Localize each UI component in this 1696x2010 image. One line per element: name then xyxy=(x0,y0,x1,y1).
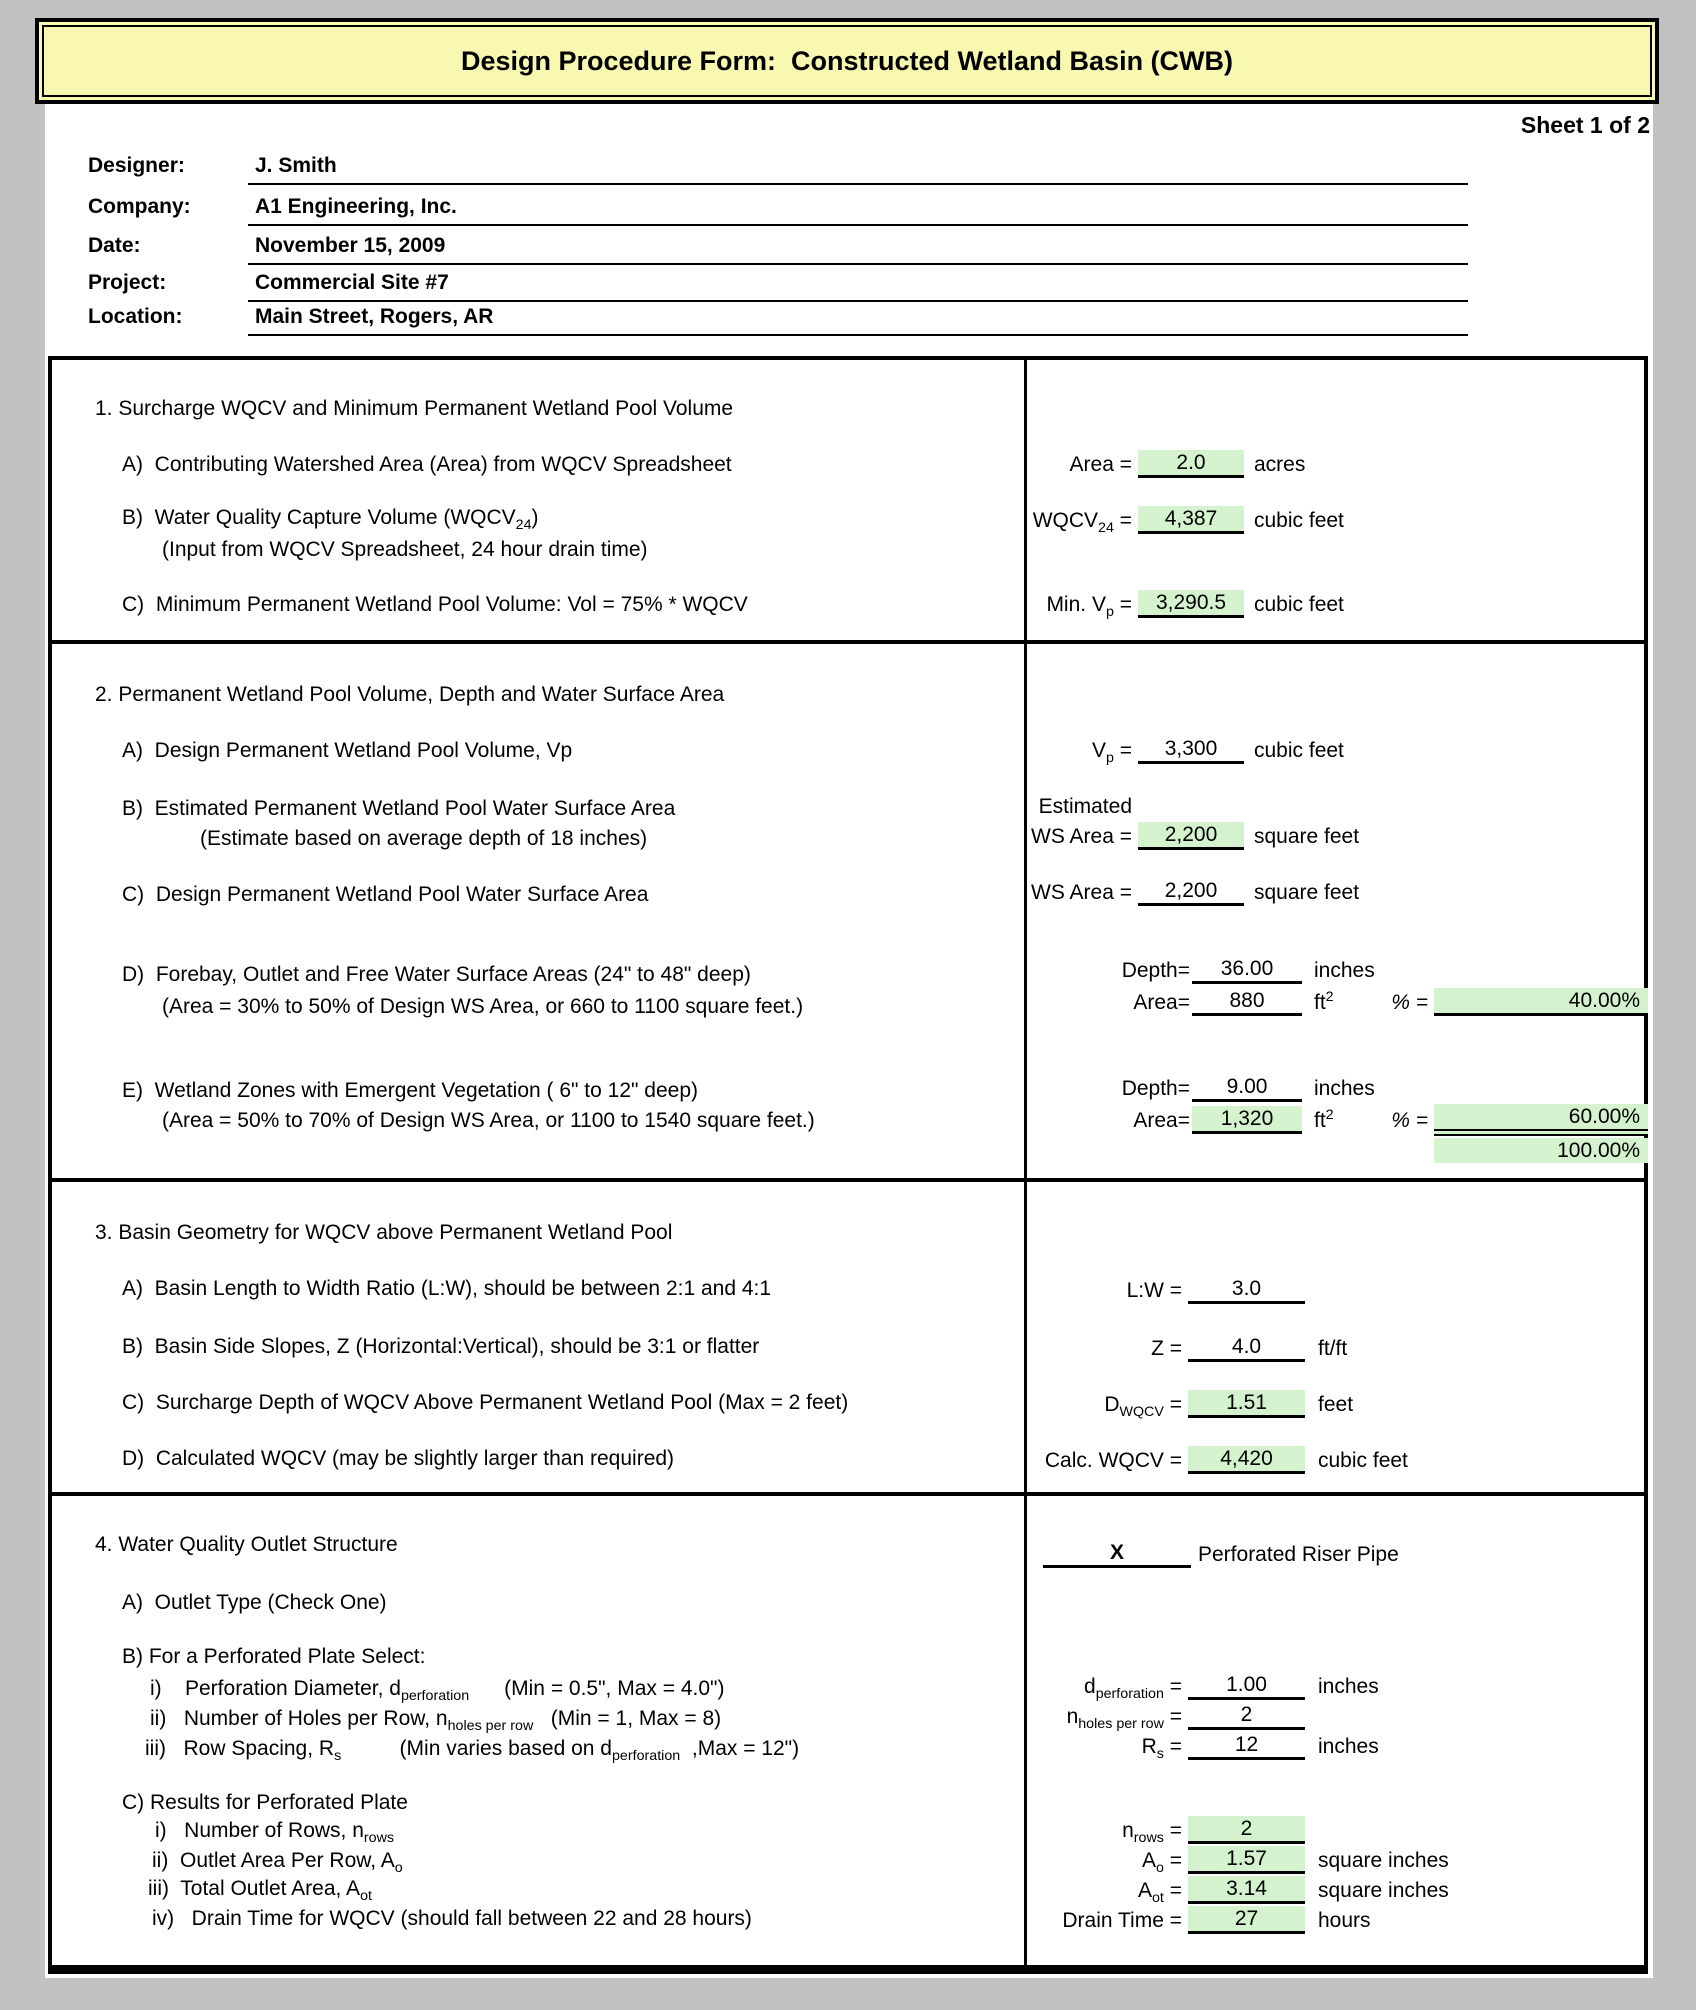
area-label: Area = xyxy=(1069,453,1132,476)
estimated-label: Estimated xyxy=(1038,795,1132,818)
company-underline xyxy=(248,224,1468,226)
dwqcv-value-cell[interactable]: 1.51 xyxy=(1188,1390,1305,1418)
sheet-number-label: Sheet 1 of 2 xyxy=(1520,112,1650,138)
ws-design-value-cell[interactable]: 2,200 xyxy=(1138,878,1244,906)
drain-time-label: Drain Time = xyxy=(1062,1909,1182,1932)
date-value[interactable]: November 15, 2009 xyxy=(255,234,446,257)
wqcv24-label: $WQCV_{24}$ = xyxy=(1032,509,1132,537)
section2-heading: 2. Permanent Wetland Pool Volume, Depth and Water Surface Area xyxy=(95,683,725,706)
forebay-depth-cell[interactable]: 36.00 xyxy=(1192,956,1302,984)
nrows-value-cell[interactable]: 2 xyxy=(1188,1816,1305,1844)
lw-value-cell[interactable]: 3.0 xyxy=(1188,1276,1305,1304)
ws-est-units: square feet xyxy=(1254,825,1360,848)
wetland-area-cell[interactable]: 1,320 xyxy=(1192,1106,1302,1134)
s2-item-e-note: (Area = 50% to 70% of Design WS Area, or 1100 to 1540 square feet.) xyxy=(162,1109,815,1132)
aot-value-cell[interactable]: 3.14 xyxy=(1188,1876,1305,1904)
nholes-value-cell[interactable]: 2 xyxy=(1188,1702,1305,1730)
vp-value-cell[interactable]: 3,300 xyxy=(1138,736,1244,764)
ws-design-units: square feet xyxy=(1254,881,1360,904)
location-value[interactable]: Main Street, Rogers, AR xyxy=(255,305,494,328)
s4-item-b: B) For a Perforated Plate Select: xyxy=(122,1645,426,1668)
wqcv24-value-cell[interactable]: 4,387 xyxy=(1138,506,1244,534)
calc-wqcv-units: cubic feet xyxy=(1318,1449,1408,1472)
wetland-depth-label: Depth= xyxy=(1121,1077,1190,1100)
s2-item-e: E) Wetland Zones with Emergent Vegetation ( 6" to 12" deep) xyxy=(122,1079,699,1102)
s1-item-b-note: (Input from WQCV Spreadsheet, 24 hour drain time) xyxy=(162,538,648,561)
forebay-area-cell[interactable]: 880 xyxy=(1192,988,1302,1016)
drain-time-value-cell[interactable]: 27 xyxy=(1188,1906,1305,1934)
date-label: Date: xyxy=(88,234,141,257)
total-pct-cell: 100.00% xyxy=(1434,1138,1648,1163)
vp-units: cubic feet xyxy=(1254,739,1344,762)
wetland-depth-units: inches xyxy=(1314,1077,1375,1100)
min-vp-value-cell[interactable]: 3,290.5 xyxy=(1138,590,1244,618)
rs-units: inches xyxy=(1318,1735,1379,1758)
dperf-label: $d_{perforation}$ = xyxy=(1084,1675,1182,1703)
s3-item-d: D) Calculated WQCV (may be slightly larger than required) xyxy=(122,1447,675,1470)
s2-item-c: C) Design Permanent Wetland Pool Water Surface Area xyxy=(122,883,649,906)
aot-label: $A_{ot}$ = xyxy=(1137,1879,1182,1907)
wetland-area-label: Area= xyxy=(1133,1109,1190,1132)
section3-heading: 3. Basin Geometry for WQCV above Permanent Wetland Pool xyxy=(95,1221,673,1244)
vertical-divider xyxy=(1024,356,1027,1974)
s4-item-c-i: i) Number of Rows, $n_{rows}$ xyxy=(155,1819,395,1847)
s4-item-b-iii: iii) Row Spacing, $R_s$ (Min varies based on $d_{perforation}$ ,Max = 12") xyxy=(145,1737,800,1765)
location-underline xyxy=(248,334,1468,336)
outlet-type-checkbox[interactable]: X xyxy=(1043,1540,1191,1568)
area-units: acres xyxy=(1254,453,1306,476)
ao-value-cell[interactable]: 1.57 xyxy=(1188,1846,1305,1874)
drain-time-units: hours xyxy=(1318,1909,1371,1932)
min-vp-label: Min. $V_p$ = xyxy=(1046,593,1132,621)
s4-item-b-ii: ii) Number of Holes per Row, $n_{holes per row}$ (Min = 1, Max = 8) xyxy=(150,1707,722,1735)
s2-item-d: D) Forebay, Outlet and Free Water Surface Areas (24" to 48" deep) xyxy=(122,963,751,986)
project-value[interactable]: Commercial Site #7 xyxy=(255,271,449,294)
s4-item-a: A) Outlet Type (Check One) xyxy=(122,1591,387,1614)
dwqcv-label: $D_{WQCV}$ = xyxy=(1104,1393,1182,1421)
s3-item-b: B) Basin Side Slopes, Z (Horizontal:Vertical), should be 3:1 or flatter xyxy=(122,1335,760,1358)
dperf-units: inches xyxy=(1318,1675,1379,1698)
location-label: Location: xyxy=(88,305,183,328)
s4-item-c-ii: ii) Outlet Area Per Row, $A_o$ xyxy=(152,1849,403,1877)
section2-3-divider xyxy=(48,1178,1648,1182)
ao-units: square inches xyxy=(1318,1849,1449,1872)
calc-wqcv-label: Calc. WQCV = xyxy=(1044,1449,1182,1472)
lw-label: L:W = xyxy=(1126,1279,1182,1302)
s2-item-d-note: (Area = 30% to 50% of Design WS Area, or 660 to 1100 square feet.) xyxy=(162,995,804,1018)
ws-design-label: WS Area = xyxy=(1031,881,1132,904)
z-label: Z = xyxy=(1151,1337,1182,1360)
s4-item-c: C) Results for Perforated Plate xyxy=(122,1791,408,1814)
forebay-area-label: Area= xyxy=(1133,991,1190,1014)
form-title: Design Procedure Form: Constructed Wetland Basin (CWB) xyxy=(460,45,1234,76)
nholes-label: $n_{holes per row}$ = xyxy=(1066,1705,1182,1733)
dperf-value-cell[interactable]: 1.00 xyxy=(1188,1672,1305,1700)
s4-item-c-iv: iv) Drain Time for WQCV (should fall between 22 and 28 hours) xyxy=(152,1907,752,1930)
wqcv24-units: cubic feet xyxy=(1254,509,1344,532)
ws-est-value-cell[interactable]: 2,200 xyxy=(1138,822,1244,850)
s2-item-b-note: (Estimate based on average depth of 18 inches) xyxy=(200,827,648,850)
z-units: ft/ft xyxy=(1318,1337,1348,1360)
rs-label: $R_s$ = xyxy=(1141,1735,1182,1763)
wetland-pct-label: % = xyxy=(1391,1109,1428,1132)
project-label: Project: xyxy=(88,271,167,294)
wetland-area-units: $ft^2$ xyxy=(1314,1107,1334,1132)
nrows-label: $n_{rows}$ = xyxy=(1122,1819,1182,1847)
outlet-type-option-label: Perforated Riser Pipe xyxy=(1198,1543,1399,1566)
calc-wqcv-value-cell[interactable]: 4,420 xyxy=(1188,1446,1305,1474)
wetland-pct-cell[interactable]: 60.00% xyxy=(1434,1104,1648,1136)
section4-heading: 4. Water Quality Outlet Structure xyxy=(95,1533,398,1556)
vp-label: $V_p$ = xyxy=(1091,739,1132,767)
s1-item-b: B) Water Quality Capture Volume $(WQCV_{24})$ xyxy=(122,506,539,534)
rs-value-cell[interactable]: 12 xyxy=(1188,1732,1305,1760)
s1-item-c: C) Minimum Permanent Wetland Pool Volume: Vol = 75% * WQCV xyxy=(122,593,748,616)
ws-est-label: WS Area = xyxy=(1031,825,1132,848)
s1-item-a: A) Contributing Watershed Area (Area) from WQCV Spreadsheet xyxy=(122,453,732,476)
designer-label: Designer: xyxy=(88,154,185,177)
z-value-cell[interactable]: 4.0 xyxy=(1188,1334,1305,1362)
designer-underline xyxy=(248,183,1468,185)
aot-units: square inches xyxy=(1318,1879,1449,1902)
date-underline xyxy=(248,263,1468,265)
title-banner xyxy=(35,18,1659,104)
s2-item-a: A) Design Permanent Wetland Pool Volume, Vp xyxy=(122,739,573,762)
company-value[interactable]: A1 Engineering, Inc. xyxy=(255,195,457,218)
ao-label: $A_o$ = xyxy=(1141,1849,1182,1877)
dwqcv-units: feet xyxy=(1318,1393,1354,1416)
section1-heading: 1. Surcharge WQCV and Minimum Permanent Wetland Pool Volume xyxy=(95,397,734,420)
forebay-depth-units: inches xyxy=(1314,959,1375,982)
project-underline xyxy=(248,300,1468,302)
min-vp-units: cubic feet xyxy=(1254,593,1344,616)
forebay-depth-label: Depth= xyxy=(1121,959,1190,982)
section3-4-divider xyxy=(48,1492,1648,1496)
s3-item-c: C) Surcharge Depth of WQCV Above Permanent Wetland Pool (Max = 2 feet) xyxy=(122,1391,849,1414)
wetland-depth-cell[interactable]: 9.00 xyxy=(1192,1074,1302,1102)
company-label: Company: xyxy=(88,195,191,218)
section1-2-divider xyxy=(48,640,1648,644)
area-value-cell[interactable]: 2.0 xyxy=(1138,450,1244,478)
s3-item-a: A) Basin Length to Width Ratio (L:W), should be between 2:1 and 4:1 xyxy=(122,1277,772,1300)
designer-value[interactable]: J. Smith xyxy=(255,154,337,177)
forebay-pct-label: % = xyxy=(1391,991,1428,1014)
s2-item-b: B) Estimated Permanent Wetland Pool Water Surface Area xyxy=(122,797,676,820)
title-banner-inner xyxy=(42,25,1652,97)
forebay-pct-cell[interactable]: 40.00% xyxy=(1434,988,1648,1016)
s4-item-b-i: i) Perforation Diameter, $d_{perforation}$ (Min = 0.5", Max = 4.0") xyxy=(150,1677,725,1705)
s4-item-c-iii: iii) Total Outlet Area, $A_{ot}$ xyxy=(148,1877,372,1905)
forebay-area-units: $ft^2$ xyxy=(1314,989,1334,1014)
